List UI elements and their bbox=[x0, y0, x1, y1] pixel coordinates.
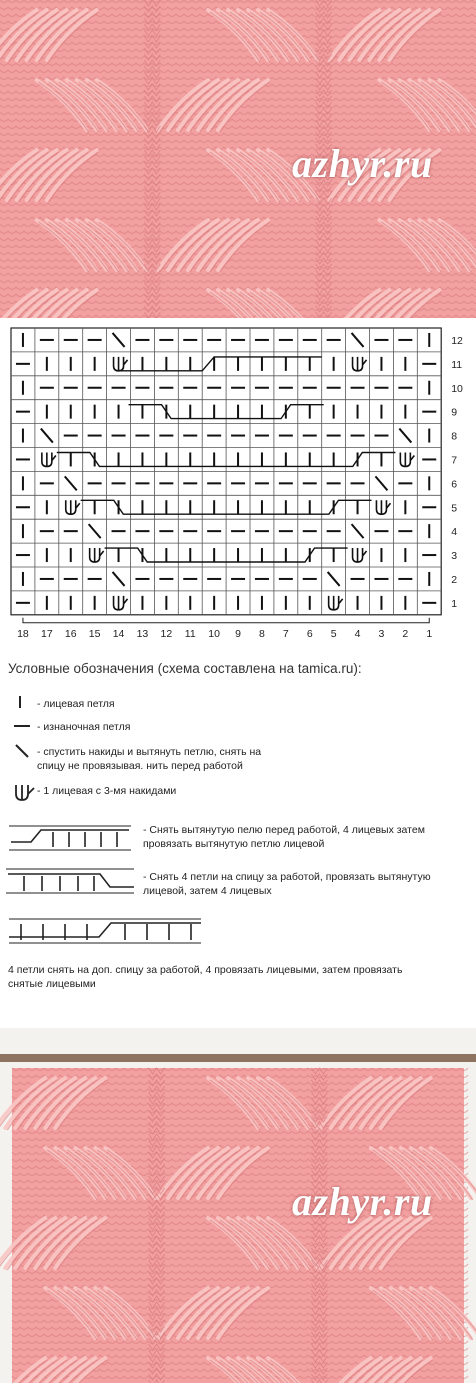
row-number: 9 bbox=[451, 406, 458, 419]
column-number: 12 bbox=[160, 627, 173, 640]
row-number: 6 bbox=[451, 478, 458, 491]
legend-cable-left-text: - Снять 4 петли на спицу за работой, провязать вытянутую лицевой, затем 4 лицевых bbox=[143, 871, 431, 897]
column-number: 13 bbox=[136, 627, 149, 640]
column-number: 9 bbox=[235, 627, 241, 640]
column-number: 16 bbox=[64, 627, 77, 640]
column-number: 5 bbox=[330, 627, 337, 640]
row-number: 2 bbox=[451, 573, 458, 586]
legend-cable-right-text: - Снять вытянутую пелю перед работой, 4 лицевых затем провязать вытянутую петлю лицевой bbox=[143, 824, 425, 850]
column-number: 14 bbox=[112, 627, 125, 640]
column-number: 7 bbox=[282, 627, 289, 640]
column-number: 2 bbox=[402, 627, 409, 640]
column-number: 10 bbox=[208, 627, 220, 640]
column-number: 4 bbox=[354, 627, 361, 640]
column-number: 15 bbox=[88, 627, 101, 640]
row-number: 10 bbox=[451, 382, 463, 395]
slip-stitch-icon bbox=[12, 742, 32, 765]
row-number: 7 bbox=[451, 454, 458, 467]
purl-stitch-icon bbox=[12, 718, 32, 739]
legend-title: Условные обозначения (схема составлена на tamica.ru): bbox=[8, 661, 362, 676]
column-number: 8 bbox=[259, 627, 265, 640]
watermark-top: azhyr.ru bbox=[292, 141, 433, 186]
row-number: 3 bbox=[451, 550, 458, 563]
column-number: 3 bbox=[378, 627, 385, 640]
legend-slip-text: - спустить накиды и вытянуть петлю, снять на спицу не провязывая. нить перед работой bbox=[37, 746, 262, 772]
cable-4x4-icon bbox=[7, 916, 203, 951]
column-number: 1 bbox=[426, 627, 433, 640]
row-number: 5 bbox=[451, 502, 458, 515]
watermark-bottom: azhyr.ru bbox=[292, 1179, 433, 1224]
column-number: 18 bbox=[17, 627, 29, 640]
cable-left-icon bbox=[4, 866, 136, 901]
bottom-swatch-photo bbox=[0, 1028, 476, 1383]
cable-right-icon bbox=[7, 823, 133, 858]
row-number: 4 bbox=[451, 526, 458, 539]
row-number: 11 bbox=[451, 358, 463, 371]
column-number: 11 bbox=[184, 627, 196, 640]
column-number: 17 bbox=[41, 627, 53, 640]
legend-cable-4x4-text: 4 петли снять на доп. спицу за работой, 4 провязать лицевыми, затем провязать снятые лицевыми bbox=[8, 964, 403, 990]
knit-stitch-icon bbox=[14, 694, 26, 715]
row-number: 1 bbox=[451, 597, 458, 610]
knit-yarnover-icon bbox=[12, 781, 38, 808]
legend-knit-text: - лицевая петля bbox=[37, 698, 115, 710]
legend-purl-text: - изнаночная петля bbox=[37, 721, 131, 733]
column-number: 6 bbox=[306, 627, 313, 640]
top-swatch-photo bbox=[0, 0, 476, 318]
row-number: 12 bbox=[451, 334, 463, 347]
legend-yarnover-text: - 1 лицевая с 3-мя накидами bbox=[37, 785, 177, 797]
row-number: 8 bbox=[451, 430, 458, 443]
knitting-chart bbox=[8, 325, 470, 655]
